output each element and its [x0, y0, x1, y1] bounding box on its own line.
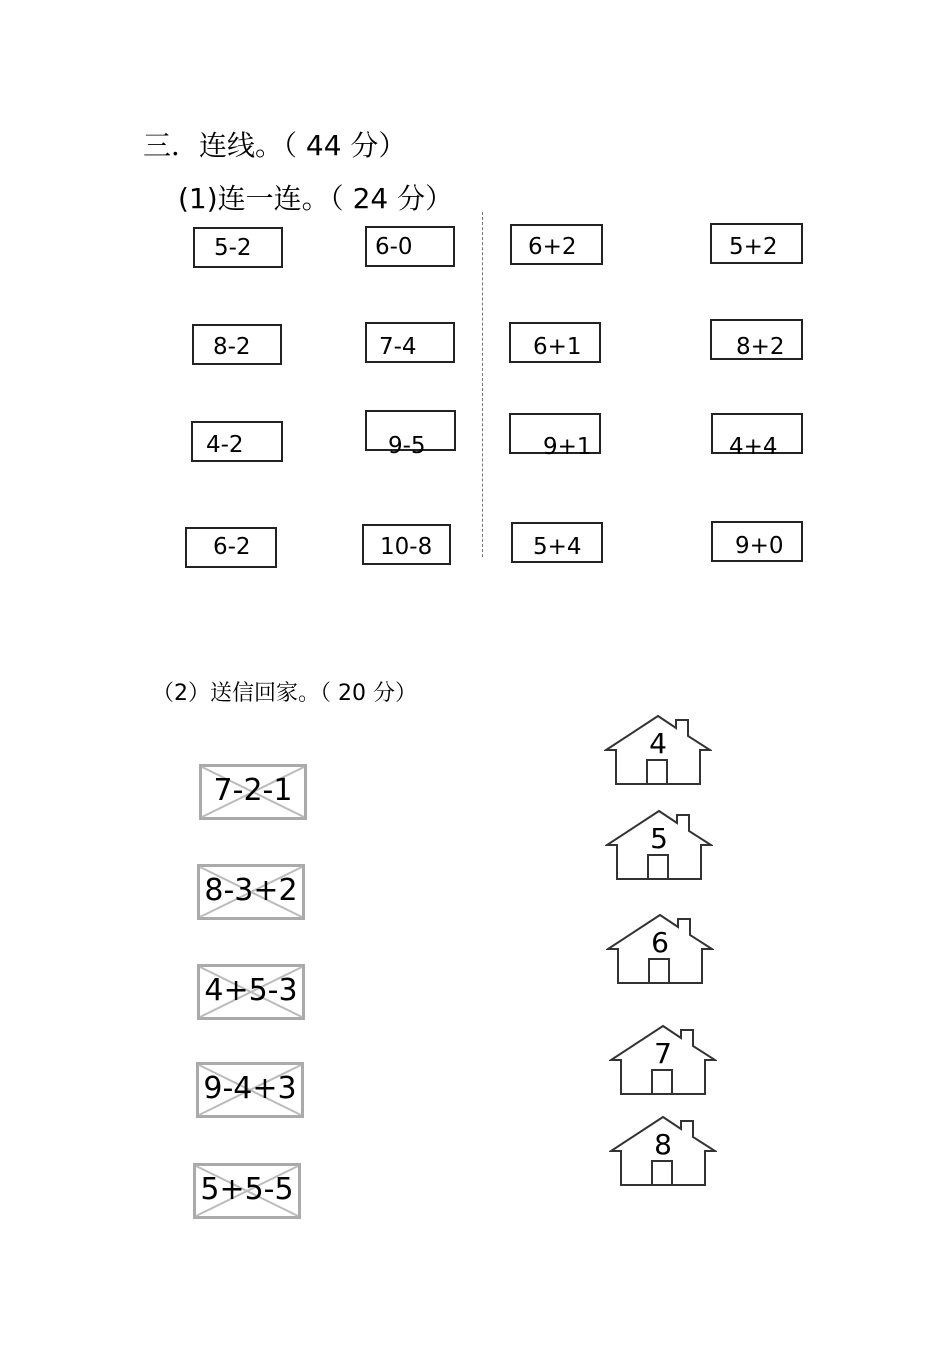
letter-5[interactable] — [193, 1163, 301, 1219]
card-label: 10-8 — [380, 534, 433, 560]
card-label: 7-4 — [379, 334, 417, 360]
card-label: 9+1 — [543, 434, 592, 460]
card-15[interactable] — [511, 522, 603, 563]
card-label: 6-0 — [375, 234, 413, 260]
card-7[interactable] — [509, 322, 601, 363]
letter-4[interactable] — [196, 1062, 304, 1118]
dashed-divider — [482, 212, 483, 557]
letter-label: 8-3+2 — [204, 873, 298, 908]
house-4[interactable] — [609, 1024, 717, 1096]
card-label: 6+1 — [533, 334, 582, 360]
house-5[interactable] — [609, 1115, 717, 1187]
card-label: 6-2 — [213, 534, 251, 560]
card-10[interactable] — [365, 410, 456, 459]
card-label: 5+2 — [729, 234, 778, 260]
card-label: 9+0 — [735, 533, 784, 559]
card-1[interactable] — [193, 227, 283, 268]
card-14[interactable] — [362, 524, 451, 565]
card-8[interactable] — [710, 319, 803, 360]
house-label: 6 — [651, 926, 669, 959]
part2-title: （2）送信回家。（ 20 分） — [152, 681, 417, 706]
card-2[interactable] — [365, 226, 455, 267]
letter-label: 7-2-1 — [213, 773, 293, 808]
letter-label: 5+5-5 — [200, 1172, 294, 1207]
house-label: 8 — [654, 1128, 672, 1161]
card-6[interactable] — [365, 322, 455, 363]
card-label: 8-2 — [213, 334, 251, 360]
card-label: 8+2 — [736, 334, 785, 360]
card-label: 5-2 — [214, 235, 252, 261]
letter-label: 9-4+3 — [203, 1071, 297, 1106]
house-3[interactable] — [606, 913, 714, 985]
card-label: 4-2 — [206, 432, 244, 458]
card-9[interactable] — [191, 421, 283, 462]
house-label: 7 — [654, 1037, 672, 1070]
card-label: 6+2 — [528, 234, 577, 260]
card-13[interactable] — [185, 527, 277, 568]
house-label: 4 — [649, 727, 667, 760]
letter-3[interactable] — [197, 964, 305, 1020]
letter-label: 4+5-3 — [204, 973, 298, 1008]
card-12[interactable] — [711, 413, 803, 460]
card-16[interactable] — [711, 521, 803, 562]
letter-2[interactable] — [197, 864, 305, 920]
card-label: 9-5 — [388, 433, 426, 459]
card-label: 5+4 — [533, 534, 582, 560]
section-title: 三．连线。（ 44 分） — [143, 129, 407, 162]
card-3[interactable] — [510, 224, 603, 265]
letter-1[interactable] — [199, 764, 307, 820]
house-label: 5 — [650, 822, 668, 855]
house-1[interactable] — [604, 714, 712, 786]
card-11[interactable] — [509, 413, 601, 460]
card-5[interactable] — [192, 324, 282, 365]
card-4[interactable] — [710, 223, 803, 264]
card-label: 4+4 — [729, 434, 778, 460]
house-2[interactable] — [605, 809, 713, 881]
part1-title: (1)连一连。（ 24 分） — [178, 182, 454, 215]
